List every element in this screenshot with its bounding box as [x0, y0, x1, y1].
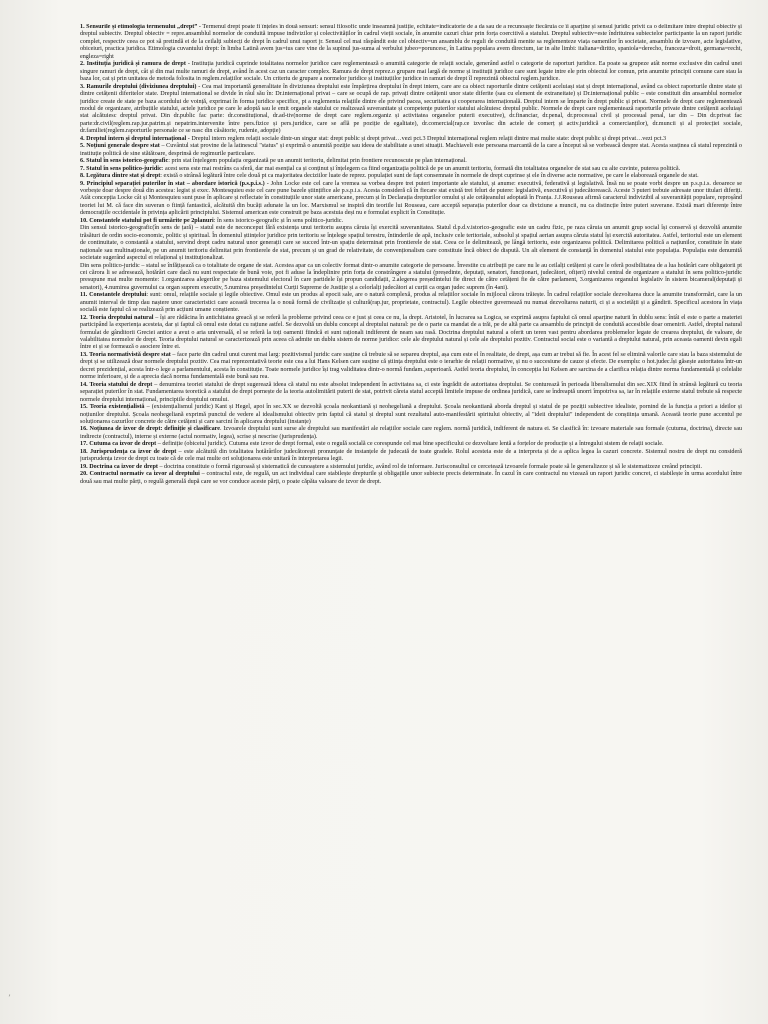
paragraph-title: Noțiuni generale despre stat — [86, 143, 160, 150]
paragraph-number: 1. — [80, 24, 85, 30]
paragraph — [80, 181, 742, 218]
paragraph-title: Teoria normativistă despre stat — [89, 351, 171, 358]
paragraph-text: : prin stat înțelegem populația organizată pe un anumit teritoriu, delimitat prin frontiere recunoscute pe plan internațional. — [168, 158, 467, 165]
paragraph-heading — [80, 315, 154, 321]
paragraph-number: 6. — [80, 158, 85, 165]
paragraph-title: Contractul normativ ca izvor al dreptului — [89, 471, 200, 478]
paragraph-title: Instituția juridică și ramura de drept — [86, 61, 186, 68]
paragraph — [80, 158, 742, 165]
paragraph-number: 18. — [80, 448, 88, 455]
paragraph-number: 11. — [80, 292, 88, 299]
document-body — [80, 24, 742, 1014]
paragraph-number: 5. — [80, 143, 85, 150]
paragraph-text: – definiție (obiceiul juridic). Cutuma este izvor de drept formal, este o regulă socială ce corespunde cel mai bine specificului ce dezvoltare lentă a forțelor de producție și a întregului sistem de relații sociale. — [156, 441, 664, 448]
paragraph-text: : acest sens este mai restrâns ca sferă, dar mai esențial ca și conținut și înțelegem ca fiind organizația politică de pe un anumit teritoriu, formată din totalitatea organelor de stat sau cu alte cuvinte, puterea politică. — [161, 165, 681, 172]
paragraph-heading — [80, 426, 220, 432]
paragraph-title: Sensurile și etimologia termenului „drept” — [86, 24, 198, 30]
paragraph-heading — [80, 449, 176, 455]
paragraph-text: – denumirea teoriei statului de drept sugerează ideea că statul nu este absolut independent în activitatea sa, ci este îngrădit de autoritatea dreptului. Se conturează în perioada liberalismului din sec.XIX fiind în strânsă legătură cu teoria separației puterilor în stat. Fundamentarea teoretică a statului de drept pornește de la teoria autolimitării puterii de stat, potrivit căreia statul acceptă limitele impuse de ordinea juridică, care se îndreaptă unorri împotriva sa, iar în relațiile externe statul trebuie să respecte normele dreptului internațional, principiile dreptului omului. — [80, 381, 742, 403]
paragraph-text: - Termenul drept poate fi înțeles în două sensuri: sensul filosofic unde înseamnă justiție, echitate=indicatorie de a da sau de a recunoaște fiecăruia ce îi aparține și sensul juridic privit ca o delimitare între dreptul obiectiv și dreptul subiectiv. Dreptul obiectiv = repre.ansamblul normelor de conduită impuse indivizilor și colectivităților în cadrul vieții sociale, în anumite cazuri chiar prin forța coercitivă a statului. Dreptul subiectiv=este îndrituirea subiectelor participante la un raport juridic complet, respectiv ceea ce pot să pretindă ei de la ceilalți subiecți de drept în cadrul unui raport jr. Sensul cel mai răspândit este cel obiectiv=un ansamblu de reguli de conduită menite sa reglementeze viața oamenilor în societate, ansamblu de izvoare, acte legislative, obiceiuri, practica juridica. Etimologia cuvantului drept: în limba Latină avem jus=ius care vine de la supinul jus-suma al verbului jubeo=poruncesc, în Latina populara avem directum, iar in alte limbi: italiana=diritto, spaniola=derecho, franceza=droit, germana=recht, engleza=right — [80, 24, 742, 60]
paragraph-heading — [80, 173, 160, 179]
paragraph-number: 9. — [80, 180, 85, 187]
paragraph — [80, 24, 742, 61]
paragraph-number: 14. — [80, 381, 88, 388]
paragraph-title: Constantele dreptului — [89, 292, 147, 299]
paragraph-number: 12. — [80, 314, 88, 321]
paragraph — [80, 404, 742, 426]
paragraph-heading — [80, 471, 200, 477]
paragraph-text: - Dreptul intern reglem relații sociale dintr-un singur stat: drept public și drept privat…vezi pct.3 Dreptul internațional reglem relații dintre mai multe state: drept public și drept privat…vezi pct.3 — [186, 135, 667, 142]
paragraph-heading — [80, 143, 160, 149]
paragraph-number: 10. — [80, 217, 88, 224]
paragraph-title: Constantele statului pot fi urmărite pe 2planuri — [89, 217, 214, 224]
paragraph-heading — [80, 464, 158, 470]
paragraph-heading — [80, 61, 186, 67]
paragraph — [80, 426, 742, 441]
paragraph-title: Jurisprudența ca izvor de drept — [90, 448, 177, 455]
paragraph-text: . Izvoarele dreptului sunt surse ale dreptului sau manifestări ale relațiilor sociale care reglem. normă juridică, indiferent de natura ei. Se clasifică în: izvoare materiale sau formale (cutuma, doctrina), directe sau indirecte (contractul), interne și externe (actul normativ, legea), scrise și nescrise (jurisprudența). — [80, 426, 742, 440]
paragraph-title: Principiul separației puterilor în stat – abordare istorică (p.s.p.i.s.) — [86, 180, 265, 187]
paragraph-heading — [80, 382, 152, 388]
paragraph-number: 2. — [80, 61, 85, 68]
paragraph-text: : sunt: omul, relațiile sociale și legile obiective. Omul este un produs al epocii sale, are o natură complexă, produs al relațiilor sociale în mijlocul cărora trăiește. În cadrul relațiilor sociale dezvoltarea duce la anumite transformări, care la un anumit interval de timp dau naștere unor caracteristici care această trecerea la o nouă formă de civilizație și cultură(rap.jur, proprietate, contractul). Legile obiective guvernează nu numai dezvoltarea naturii, ci și a societății și a gândirii. Specificul acestora în viața socială este faptul că se realizează prin acțiuni umane conștiente. — [80, 292, 742, 314]
paragraph-title: Teoria existențialistă — [89, 404, 145, 411]
paragraph-title: Statul în sens politico-juridic — [86, 165, 162, 172]
paragraph-heading — [80, 441, 156, 447]
paragraph-title: Statul în sens istorico-geografic — [86, 158, 169, 165]
paragraph-number: 7. — [80, 165, 85, 172]
paragraph — [80, 225, 742, 262]
paragraph-number: 3. — [80, 83, 85, 90]
paragraph-number: 19. — [80, 463, 88, 470]
paragraph — [80, 84, 742, 136]
paragraph-heading — [80, 352, 171, 358]
paragraph-title: Cutuma ca izvor de drept — [89, 441, 157, 448]
paragraph-text: – își are rădăcina în antichitatea greacă și se referă la probleme privind ceea ce e just și ceea ce nu, la drept. Aristotel, în lucrarea sa Logica, se exprimă asupra faptului că omul aparține naturii în dublu sens: întâi el este o parte a materiei participând la experiența acesteia, dar și faptul că omul este dotat cu rațiune astfel. Se dezvoltă un dublu concept al dreptului natural: pe de o parte ca mandat de a trăi, pe de altă parte ca ansamblu de principii de conduită accesibile doar omenirii. Astfel, dreptul natural formulat de gânditorii Greciei antice a avut o aria universală, el se referă la toți oamenii fiindcă ei sunt raționali indiferent de neam sau rasă. Doctrina dreptului natural a oferit un teren vast pentru abordarea problemelor legate de crearea dreptului, de valoare, de valabilitatea normelor de drept. Teoria dreptului natural se caracterizează prin aceea că admite un dublu sistem de norme juridice: cele ale dreptului natural și cele ale dreptului pozitiv. Contractul social este o variantă a dreptului natural, prin aceasta oamenii devin egali între ei și se formează o asociere între ei. — [80, 314, 742, 351]
paragraph-title: Ramurile dreptului (diviziunea dreptului) — [86, 83, 197, 90]
paragraph-heading — [80, 136, 186, 142]
paragraph — [80, 143, 742, 158]
paragraph-number: 20. — [80, 471, 88, 478]
paragraph-text: – este alcătuită din totalitatea hotărârilor judecătorești pronunțate de instanțele de judecată de toate gradele. Rolul acesteia este de a interpreta și de a aplica legea la cazuri concrete. Sistemul nostru de drept nu consideră jurisprudența izvor de drept cu toate că de cele mai multe ori soluționarea este unitară în interpretarea legii. — [80, 448, 742, 463]
paragraph — [80, 61, 742, 83]
paragraph-title: Noțiunea de izvor de drept: definiție și clasificare — [89, 426, 220, 433]
paragraph-text: – Cuvântul stat provine de la latinescul "status" și exprimă o anumită poziție sau ideea de stabilitate a unei situații. Machiaveli este persoana marcantă de la care a început să se vorbească despre stat. Acesta susținea că statul reprezintă o instituție politică de sine stătătoare, desprinsă de regimurile particulare. — [80, 143, 742, 157]
paragraph-text: – (existențialismul juridic) Kant și Hegel, apoi în sec.XX se dezvoltă școala neokantiană și neohegeliană a dreptului. Școala neokantiană aborda dreptul și statul de pe poziții subiective idealiste, pornind de la funcția a priori a ideilor și noțiunilor dreptului. Școala neohegeliană exprimă punctul de vedere al idealismului obiectiv prin faptul că statul și dreptul sunt rezultatul auto-manifestării spiritului obiectiv, al "ideii dreptului" independent de conștiința umană. Această teorie pune accentul pe soluționarea cazurilor concrete de către cetățeni și care sarcini în aplicarea dreptului (instanțe) — [80, 404, 742, 426]
paragraph-heading — [80, 218, 214, 224]
paragraph-title: Dreptul intern și dreptul internațional — [86, 135, 187, 142]
paragraph-number: 4. — [80, 135, 85, 142]
scan-mark: ʼ — [8, 994, 11, 1004]
paragraph-title: Doctrina ca izvor de drept — [89, 463, 158, 470]
paragraph-number: 17. — [80, 441, 88, 448]
paragraph-number: 13. — [80, 351, 88, 358]
paragraph-number: 16. — [80, 426, 88, 433]
paragraph — [80, 263, 742, 293]
paragraph — [80, 166, 742, 173]
paragraph — [80, 441, 742, 448]
paragraph — [80, 449, 742, 464]
paragraph — [80, 315, 742, 352]
paragraph — [80, 352, 742, 382]
paragraph-title: Teoria dreptului natural — [89, 314, 154, 321]
paragraph — [80, 382, 742, 404]
paragraph — [80, 471, 742, 486]
paragraph-text: – face parte din cadrul unui curent mai larg: pozitivismul juridic care susține că trebuie să se separeu dreptul, așa cum este el în realitate, de drept, așa cum ar trebui să fie. În acest fel se elimină valorile care stau la baza sistemului de drept și se utilizează doar normele dreptului pozitiv. Cea mai reprezentativă teorie este cea a lui Hans Kelsen care susține că știința dreptului este o ierarhie de relații normative, și nu o succesiune de cauze și efecte. De exemplu: o hot.judec.își găsește autoritatea într-un decret prezidențial, acesta într-o lege a parlamentului, acesta în constituție. Toate normele juridice își trag validitatea dintr-o normă fundam.,superioară. Astfel teoria dreptului, în concepția lui Kelsen are sarcina de a clarifica relația dintre norma fundamentală și celelalte norme inferioare, și de a aprecia dacă norma fundamentală este bună sau rea. — [80, 351, 742, 381]
paragraph-heading — [80, 24, 197, 30]
paragraph-title: Legătura dintre stat și drept — [86, 173, 161, 180]
paragraph-text: Din sensul istorico-geografic(în sens de țară) – statul este de neconceput fără existența unui teritoriu asupra căruia își exercită suveranitatea. Statul d.p.d.v.istorico-geografic este un cadru fizic, pe raza căruia un anumit grup social își conservă și dezvoltă anumite trăsături de ordin socio-economic, politic și spiritual. În domeniul științelor juridice prin teritoriu se înțelege spațiul terestru, întinderile de apă, inclusiv cele teritoriale, subsolul și spațiul aerian asupra căruia statul își exercită autoritatea. Astfel, teritoriul este un element de continuitate, o constantă a statului, servind drept cadru natural unor generații care se succed într-un spațiu determinat prin frontierele de stat. Ceea ce le delimitează, pe lângă teritoriu, este organizarea politică. Delimitarea politică a națiunilor, constituie în state naționale sau multinaționale, pe un anumit teritoriu delimitat prin frontierele de stat, precum și un grad de relativitate, de convenționalism care constituie încă obiect de dispută. Un alt element de constanță în domeniul statului este populația. Populația este denumită societate sugerând aspectul ei relațional și instituționalizat. — [80, 225, 742, 262]
paragraph-text: - John Locke este cel care la vremea sa vorbea despre trei puteri importante ale statului, și anume: executivă, federativă și legislativă. Însă nu se poate vorbi despre un p.s.p.i.s. deoarece se vorbește doar despre două din acestea: legist și exec. Montesquieu este cel care pune bazele științifice ale p.s.p.i.s. Acesta consideră că în fiecare stat există trei feluri de putere: legislativă, executivă și judecătorească. Aceste 3 puteri trebuie adresate unor titulari diferiți. Atât concepția Locke cât și Montesquieu sunt puse în aplicare și reflectate în constituțiile unor state americane, precum și în Declarația drepturilor omului și ale cetățeanului adoptată în Franța. J.J.Rouseau afirmă caracterul indivizibil al suveranității populare, reproșând teoriei lui M. că face din suveran o ființă fantastică, alcătuită din bucăți adunate la un loc. Marxismul se inspiră din teoriile lui Rouseau, care acceptă separația puterilor doar ca diviziune a muncii, nu ca distincție între puteri suverane. Există mari diferențe între democrațiile occidentale în privința aplicării principiului. Sistemul american este construit pe baza acestuia deși nu e formulat explicit în Constituție. — [80, 180, 742, 217]
paragraph-heading — [80, 158, 168, 164]
paragraph-heading — [80, 181, 265, 187]
paragraph-heading — [80, 404, 144, 410]
paragraph-number: 15. — [80, 404, 88, 411]
paragraph-heading — [80, 166, 162, 172]
paragraph — [80, 136, 742, 143]
paragraph-text: - Cea mai importantă generalitate în diviziunea dreptului este împărțirea dreptului în drept intern, care are ca obiect raporturile dintre cetățenii aceluiași stat și drept internațional, având ca obiect raporturile dintre state și dintre cetățenii diferitelor state. Dreptul international se divide în râul său în: Dr.internațional privat – care se ocupă de rap. privați dintre cetățenii unor state diferite (sau cu element de extraneitate) și Dr.internațional public – este constituit din ansamblul normelor juridice create de state pe baza acordului de voință, exprimat în forma juridice specifice, pt a reglementa relațiile dintre ele privind pacea, securitatea și cooperarea internațională. Dreptul intern se împarte în drept public și privat. Normele de drept care reglementează modul de organizare, atribuțiile statului, actele juridice pe care le adoptă sau le emit organele statului ce realizează suveranitate și competențe puterilor statului alcătuiesc dreptul public. Normele de drept care reglementează raporturile private dintre cetățenii aceluiași stat alcătuiesc dreptul privat. Din dr.public fac parte: dr.constituțional, dr.ad-tiv(norme de drept care reglem.organiz și activitatea organelor puterii executive), dr.financiar, dr.penal, dr.procesual civil și procesual penal, iar din – Din dr.privat fac parte:dr.civil(reglem.rap.jur.patrim.și nepatrim.intervenite între pers.fizice și pers.juridice, care se află pe poziție de egalitate), dr.comercial(rap.ce izvorăsc din actele de comerț și activ.juridică a comercianților), dr.muncii și al protecției sociale, dr.familiei(reglem.raporturile personale ce se nasc din căsătorie, rudenie, adopție) — [80, 83, 742, 135]
paragraph — [80, 292, 742, 314]
paragraph-heading — [80, 292, 146, 298]
paragraph — [80, 173, 742, 180]
paragraph-text: : există o strânsă legătură între cele două pt ca majoritatea deciziilor luate de reprez. populației sunt de fapt consemnate în normele de drept cuprinse și ele în diverse acte normative, pe care le elaborează organele de stat. — [160, 173, 699, 180]
paragraph-number: 8. — [80, 173, 85, 180]
paragraph-title: Teoria statului de drept — [89, 381, 153, 388]
paragraph-text: - Instituția juridică cuprinde totalitatea normelor juridice care reglementează o anumită categorie de relații sociale, generând astfel o categorie de raporturi juridice. Ea poate sa grupeze atât norme exclusive din cadrul unei singure ramuri de drept, cât și din mai multe ramuri de drept, având în acest caz un caracter complex. Ramura de drept reprez.o grupare mai largă de norme și instituții juridice care sunt legate intre ele prin obiectul lor comun, prin anumite principii comune care stau la baza lor, cat și prin unitatea de metoda folosita in reglem.relațiilor sociale. Un criteriu de grupare a normelor juridice și instituțiilor juridice in ramuri de drept îl reprezintă obiectul reglem.juridice. — [80, 61, 742, 83]
paragraph-text: Din sens politico-juridic – statul se înfățișează ca o totalitate de organe de stat. Acestea apar ca un colectiv format dintr-o anumite categorie de persoane. Învestite cu atribuții pe care nu le au ceilalți cetățeni și care le oferă posibilitatea de a lua hotărâri care obligatorii pt cei cărora li se adresează, hotărâri care dacă nu sunt respectate de bună voie, pot fi aduse la îndeplinire prin forța de constrângere a statului (președinte, deputați, senatori, funcționari, judecători, ofițeri) nivelul central de organizare a statului în sens politico-juridic presupune mai multe momente: 1.organizarea alegerilor pe baza sistemului electoral în care partidele își propun candidații, 2.alegerea președintelui fie direct de către cetățeni fie de către parlament, 3.organizarea organului legislativ în sistem bicameral(deputați și senatori), 4.numirea guvernului ca organ suprem executiv, 5.numirea președintelui Curții Supreme de Justiție și a celorlalți judecători ai curții ca organ judec suprem (în 4ani). — [80, 262, 742, 291]
paragraph-text: : în sens istorico-geografic și în sens politico-juridic. — [213, 217, 344, 224]
paragraph-text: – contractul este, de regulă, un act individual care stabilește drepturile și obligațiile unor subiecte precis determinate. În cazul în care contractul nu vizează un raport juridic concret, ci stabilește în urma acordului între două sau mai multe părți, o regulă generală după care se vor conduce aceste părți, o poate căpăta valoare de izvor de drept. — [80, 471, 742, 485]
paragraph-text: – doctrina constituie o formă riguroasă și sistematică de cunoaștere a sistemului juridic, având rol de informare. Jurisconsultul ce cercetează izvoarele formale poate să le generalizeze și să le sistematizeze creând principii. — [157, 463, 702, 470]
paragraph-heading — [80, 84, 196, 90]
